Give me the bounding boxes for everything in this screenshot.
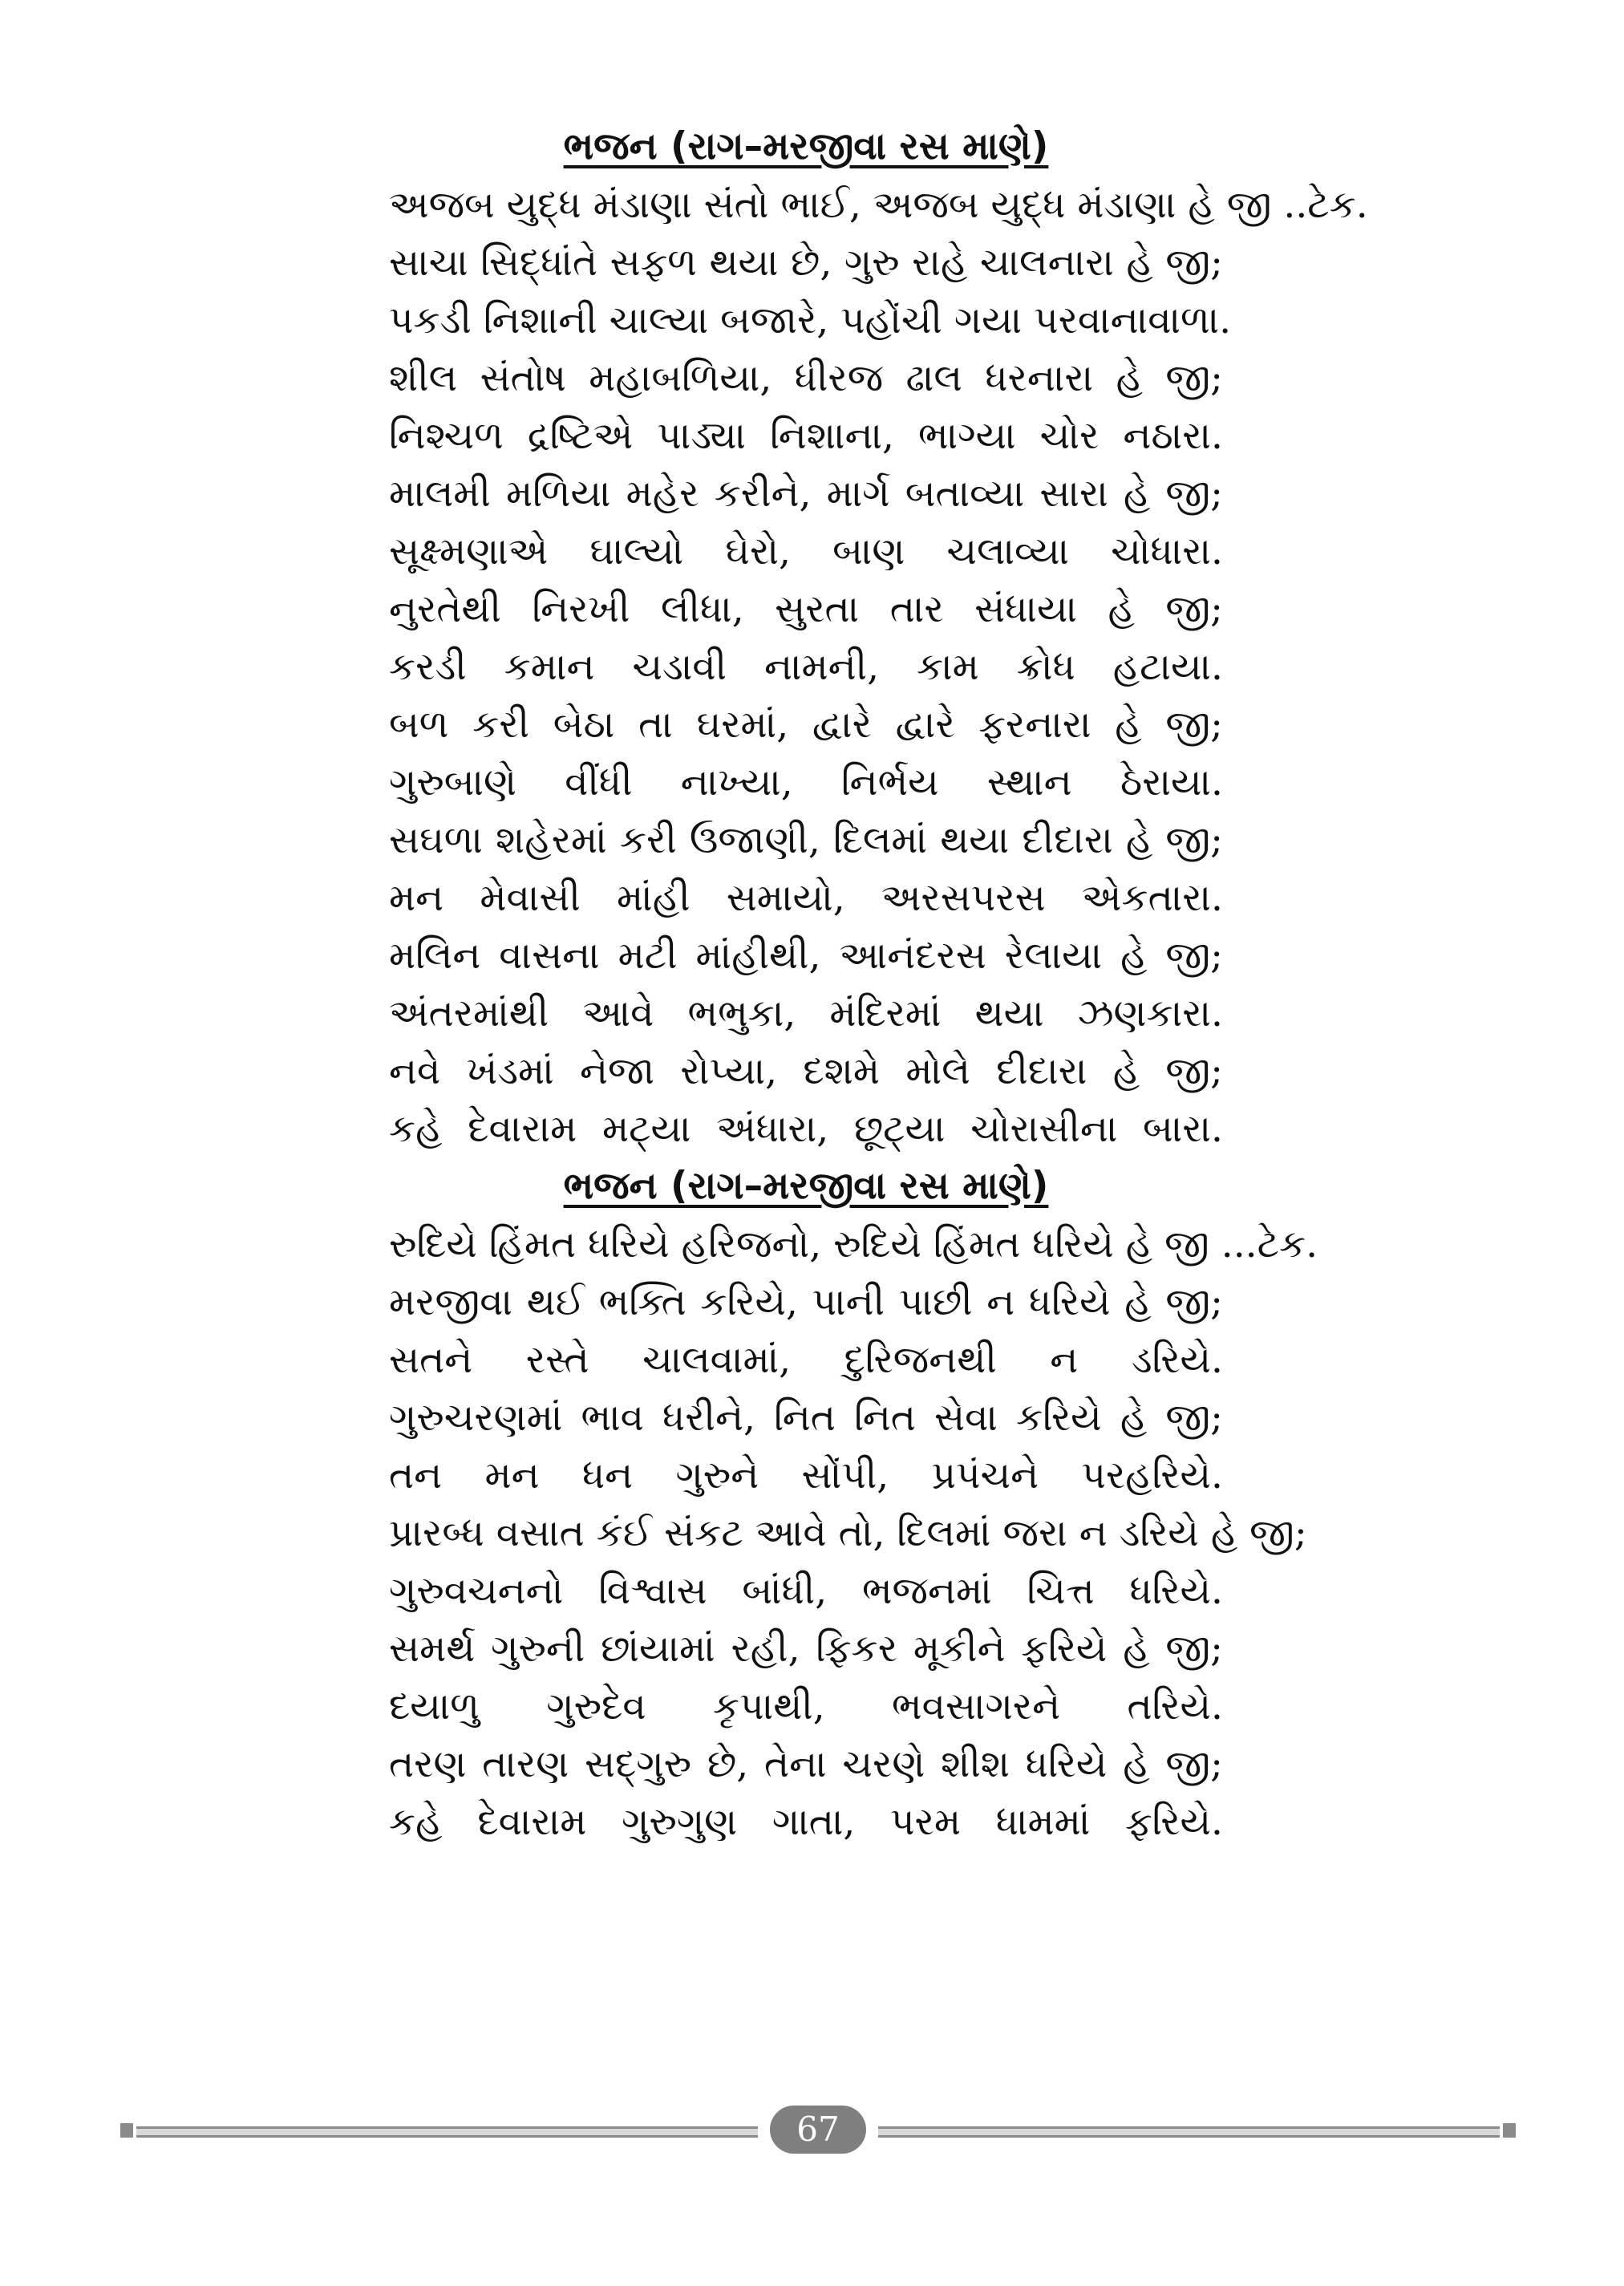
- bhajan-title: ભજન (રાગ–મરજીવા રસ માણે): [563, 1164, 1049, 1208]
- verse-line: પ્રારબ્ધ વસાત કંઈ સંકટ આવે તો, દિલમાં જરા ન ડરિયે હે જી;: [389, 1511, 1307, 1555]
- footer-rule-cap: [120, 2123, 133, 2138]
- verse-line: બળ કરી બેઠા તા ઘરમાં, દ્વારે દ્વારે ફરનારા હે જી;: [389, 703, 1223, 747]
- verse-line: અજબ યુદ્ધ મંડાણા સંતો ભાઈ, અજબ યુદ્ધ મંડાણા હે જી ..ટેક.: [389, 183, 1368, 227]
- verse-line: ગુરુવચનનો વિશ્વાસ બાંધી, ભજનમાં ચિત્ત ધરિયે.: [389, 1569, 1223, 1613]
- verse-line: કહે દેવારામ મટ્યા અંધારા, છૂટ્યા ચોરાસીના બારા.: [389, 1107, 1223, 1151]
- verse-line: પકડી નિશાની ચાલ્યા બજારે, પહોંચી ગયા પરવાનાવાળા.: [389, 298, 1232, 342]
- verse-line: સમર્થ ગુરુની છાંયામાં રહી, ફિકર મૂકીને ફરિયે હે જી;: [389, 1627, 1223, 1671]
- verse-line: મલિન વાસના મટી માંહીથી, આનંદરસ રેલાયા હે જી;: [389, 934, 1223, 978]
- verse-line: રુદિયે હિંમત ધરિયે હરિજનો, રુદિયે હિંમત ધરિયે હે જી ...ટેક.: [389, 1222, 1318, 1267]
- page-footer: [120, 2106, 1516, 2154]
- bhajan-title: ભજન (રાગ–મરજીવા રસ માણે): [563, 124, 1049, 168]
- verse-line: નુરતેથી નિરખી લીધા, સુરતા તાર સંધાયા હે જી;: [389, 587, 1223, 631]
- verse-line: તન મન ધન ગુરુને સોંપી, પ્રપંચને પરહરિયે.: [389, 1453, 1223, 1498]
- verse-line: મરજીવા થઈ ભક્તિ કરિયે, પાની પાછી ન ધરિયે હે જી;: [389, 1280, 1223, 1324]
- verse-line: સૂક્ષ્મણાએ ઘાલ્યો ઘેરો, બાણ ચલાવ્યા ચોધારા.: [389, 529, 1223, 574]
- verse-line: કરડી કમાન ચડાવી નામની, કામ ક્રોધ હટાયા.: [389, 645, 1223, 689]
- verse-line: નિશ્ચળ દ્રષ્ટિએ પાડ્યા નિશાના, ભાગ્યા ચોર નઠારા.: [389, 414, 1223, 458]
- footer-rule: [136, 2126, 758, 2138]
- verse-line: સાચા સિદ્ધાંતે સફળ થયા છે, ગુરુ રાહે ચાલનારા હે જી;: [389, 241, 1223, 285]
- page-number: 67: [770, 2106, 866, 2154]
- verse-line: નવે ખંડમાં નેજા રોપ્યા, દશમે મોલે દીદારા હે જી;: [389, 1049, 1223, 1093]
- verse-line: માલમી મળિયા મહેર કરીને, માર્ગ બતાવ્યા સારા હે જી;: [389, 472, 1223, 516]
- verse-line: ગુરુબાણે વીંધી નાખ્યા, નિર્ભય સ્થાન ઠેરાયા.: [389, 760, 1223, 805]
- verse-line: ગુરુચરણમાં ભાવ ધરીને, નિત નિત સેવા કરિયે હે જી;: [389, 1396, 1223, 1440]
- verse-line: સઘળા શહેરમાં કરી ઉજાણી, દિલમાં થયા દીદારા હે જી;: [389, 818, 1223, 862]
- verse-line: કહે દેવારામ ગુરુગુણ ગાતા, પરમ ધામમાં ફરિયે.: [389, 1800, 1223, 1844]
- verse-line: શીલ સંતોષ મહાબળિયા, ધીરજ ઢાલ ધરનારા હે જી;: [389, 356, 1223, 400]
- footer-rule: [878, 2126, 1500, 2138]
- verse-line: મન મેવાસી માંહી સમાયો, અરસપરસ એકતારા.: [389, 876, 1223, 920]
- verse-line: અંતરમાંથી આવે ભભુકા, મંદિરમાં થયા ઝણકારા.: [389, 991, 1223, 1036]
- page-content: [389, 120, 1368, 1851]
- verse-line: તરણ તારણ સદ્‌ગુરુ છે, તેના ચરણે શીશ ધરિયે હે જી;: [389, 1742, 1223, 1786]
- verse-line: સતને રસ્તે ચાલવામાં, દુરિજનથી ન ડરિયે.: [389, 1338, 1223, 1382]
- footer-rule-cap: [1503, 2123, 1516, 2138]
- verse-line: દયાળુ ગુરુદેવ કૃપાથી, ભવસાગરને તરિયે.: [389, 1684, 1223, 1729]
